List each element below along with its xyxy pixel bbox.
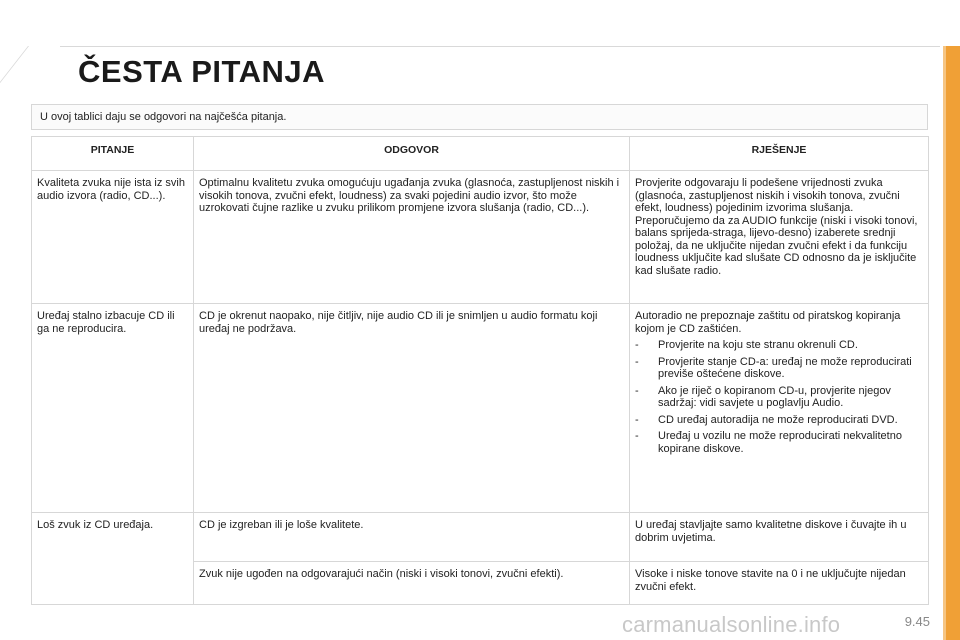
side-accent-bar <box>946 46 960 640</box>
intro-text: U ovoj tablici daju se odgovori na najčešća pitanja. <box>31 104 928 130</box>
page-title: ČESTA PITANJA <box>78 54 326 89</box>
answer-cell: Optimalnu kvalitetu zvuka omogućuju ugađanja zvuka (glasnoća, zastupljenost niskih i visokih tonova, zvučni efekt, loudness) za svaki pojedini audio izvor, što može uzrokovati čujne razlike u zvuku prilikom promjene izvora slušanja (radio, CD...). <box>194 171 630 304</box>
list-item: - Ako je riječ o kopiranom CD-u, provjerite njegov sadržaj: vidi savjete u poglavlju Audio. <box>635 385 923 410</box>
header <box>0 0 940 100</box>
column-header-answer: ODGOVOR <box>194 137 630 171</box>
solution-cell: Visoke i niske tonove stavite na 0 i ne uključujte nijedan zvučni efekt. <box>630 562 929 605</box>
table-row <box>32 171 929 304</box>
table-row <box>32 513 929 562</box>
answer-cell: CD je izgreban ili je loše kvalitete. <box>194 513 630 562</box>
column-header-solution: RJEŠENJE <box>630 137 929 171</box>
list-item: - Provjerite na koju ste stranu okrenuli CD. <box>635 339 923 352</box>
list-item: - CD uređaj autoradija ne može reproducirati DVD. <box>635 414 923 427</box>
column-header-question: PITANJE <box>32 137 194 171</box>
header-divider <box>60 46 940 47</box>
table-row <box>32 304 929 513</box>
header-corner-line <box>0 46 85 102</box>
page-number: 9.45 <box>904 614 930 629</box>
question-cell: Loš zvuk iz CD uređaja. <box>32 513 194 605</box>
question-cell: Kvaliteta zvuka nije ista iz svih audio izvora (radio, CD...). <box>32 171 194 304</box>
answer-cell: CD je okrenut naopako, nije čitljiv, nije audio CD ili je snimljen u audio formatu koji uređaj ne podržava. <box>194 304 630 513</box>
watermark: carmanualsonline.info <box>622 612 841 637</box>
solution-list <box>635 339 923 455</box>
list-item: - Uređaj u vozilu ne može reproducirati nekvalitetno kopirane diskove. <box>635 430 923 455</box>
question-cell: Uređaj stalno izbacuje CD ili ga ne reproducira. <box>32 304 194 513</box>
solution-cell: Provjerite odgovaraju li podešene vrijednosti zvuka (glasnoća, zastupljenost niskih i visokih tonova, zvučni efekt, loudness) pojedinim izvorima slušanja. Preporučujemo da za AUDIO funkcije (niski i visoki tonovi, balans sprijeda-straga, lijevo-desno) izaberete srednji položaj, da ne uključite nijedan zvučni efekt i da funkciju loudness uključite kad slušate CD odnosno da je isključite kad slušate radio. <box>630 171 929 304</box>
faq-table <box>31 136 929 605</box>
table-header-row <box>32 137 929 171</box>
answer-cell: Zvuk nije ugođen na odgovarajući način (niski i visoki tonovi, zvučni efekti). <box>194 562 630 605</box>
solution-text: Autoradio ne prepoznaje zaštitu od piratskog kopiranja kojom je CD zaštićen. <box>635 310 901 335</box>
list-item: - Provjerite stanje CD-a: uređaj ne može reproducirati previše oštećene diskove. <box>635 356 923 381</box>
solution-cell <box>630 304 929 513</box>
solution-cell: U uređaj stavljajte samo kvalitetne diskove i čuvajte ih u dobrim uvjetima. <box>630 513 929 562</box>
